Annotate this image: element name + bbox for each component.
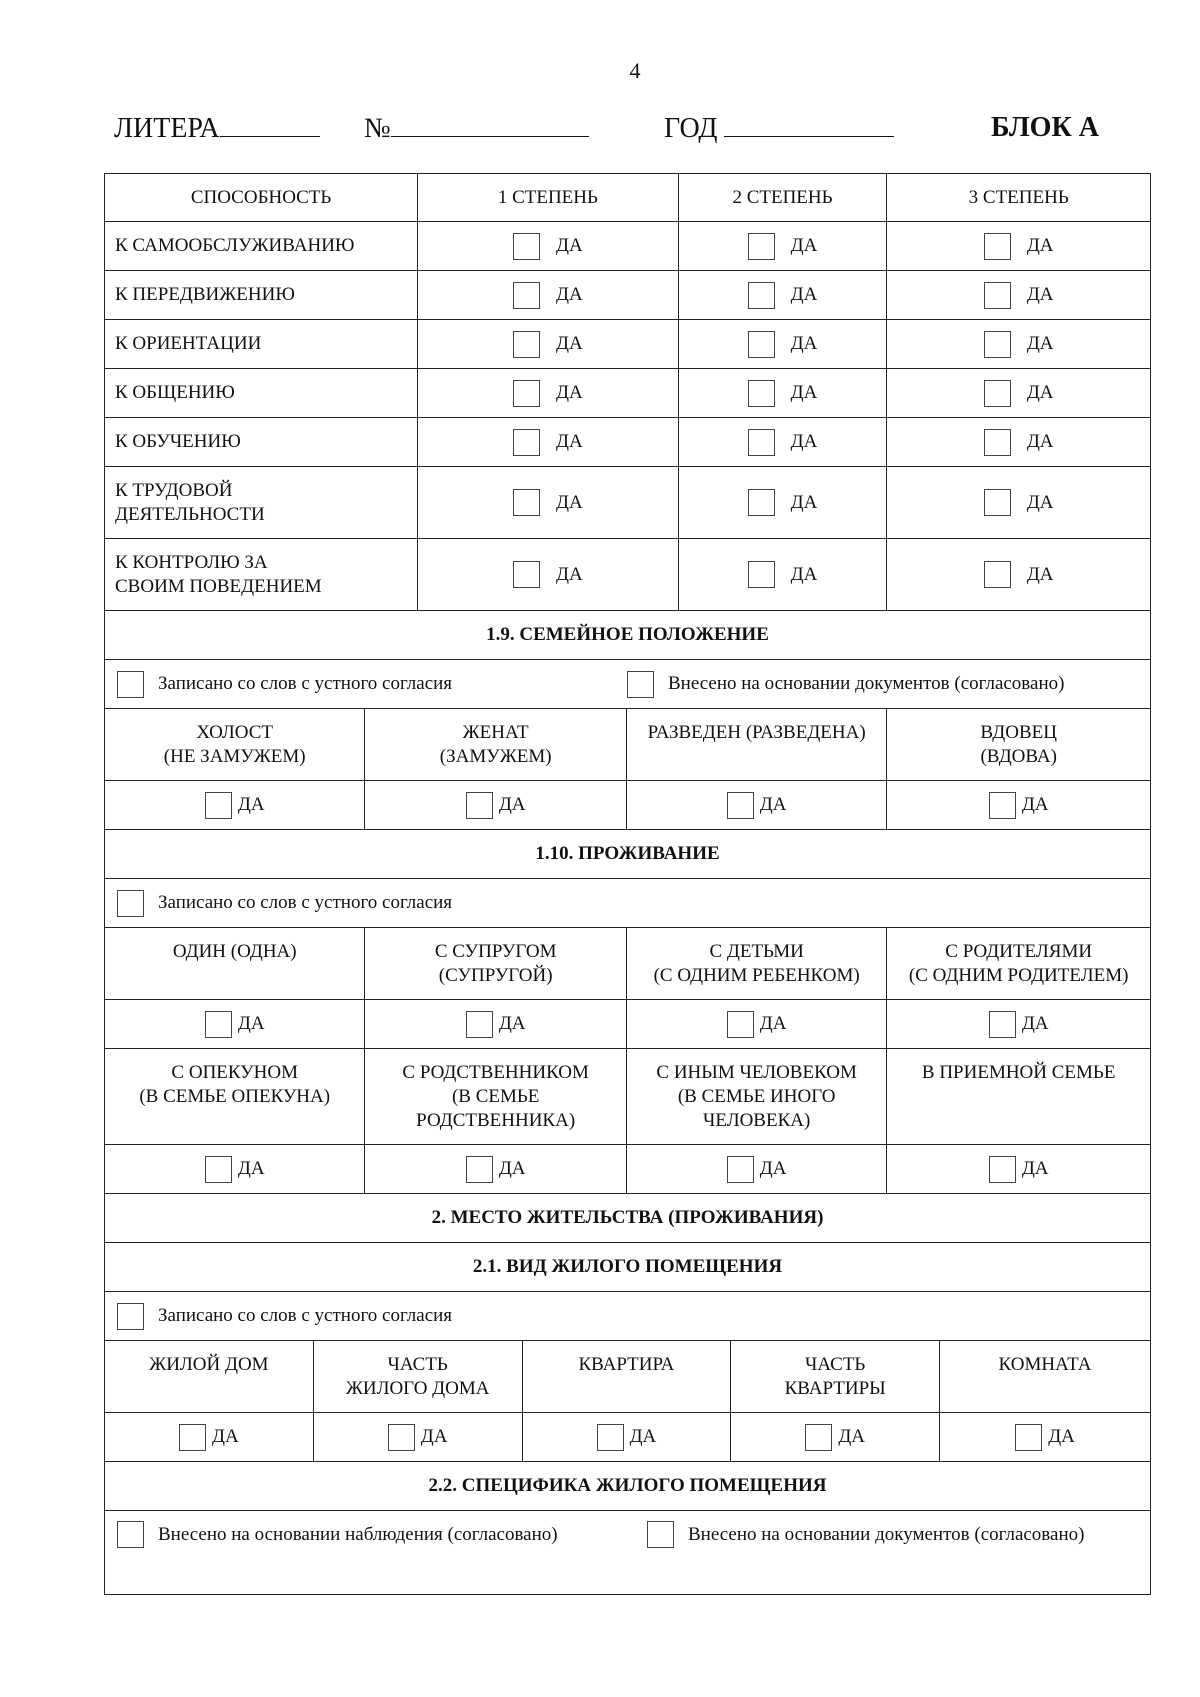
form-row: [105, 928, 1151, 1000]
form-row: [105, 709, 1151, 781]
abilities-form-table: [104, 173, 1151, 1595]
degree-3-cell: [887, 418, 1151, 467]
form-row: [105, 1341, 1151, 1413]
form-row: [105, 611, 1151, 660]
yes-label: ДА: [556, 563, 583, 585]
living-oral-consent-text: Записано со слов с устного согласия: [158, 892, 453, 913]
dwelling-type-section-title: [105, 1243, 1151, 1292]
dwelling-yes-checkbox[interactable]: [805, 1424, 832, 1451]
dwelling-option-5: [940, 1341, 1151, 1413]
form-row: [105, 1243, 1151, 1292]
degree-2-cell: [678, 467, 887, 539]
ability-label-cell: [105, 467, 418, 539]
degree-3-cell: [887, 539, 1151, 611]
dwelling-spec-consent-row: [105, 1511, 1151, 1595]
abilities-col-header: [418, 174, 678, 222]
litera-label: ЛИТЕРА: [114, 113, 220, 144]
column-header-text: 2 СТЕПЕНЬ: [732, 186, 833, 208]
living-row2-option-line: С ОПЕКУНОМ: [171, 1062, 298, 1083]
living-row2-option-line: В ПРИЕМНОЙ СЕМЬЕ: [921, 1062, 1116, 1083]
family-option-line: (ВДОВА): [980, 746, 1057, 767]
degree-1-checkbox[interactable]: [513, 489, 540, 516]
ability-label-cell: [105, 320, 418, 369]
dwelling-docs-consent-text: Внесено на основании документов (согласовано): [688, 1523, 1085, 1545]
dwelling-oral-consent[interactable]: [117, 1303, 1017, 1330]
degree-1-cell: [418, 539, 678, 611]
family-docs-consent[interactable]: [627, 671, 1064, 698]
family-option-line: ХОЛОСТ: [196, 722, 274, 743]
family-option-3: [626, 709, 886, 781]
dwelling-yes-checkbox[interactable]: [388, 1424, 415, 1451]
yes-label: ДА: [556, 284, 583, 305]
living-row1-yes-cell-1: [105, 1000, 365, 1049]
form-row: [105, 222, 1151, 271]
yes-label: ДА: [1021, 1013, 1049, 1034]
column-header-text: СПОСОБНОСТЬ: [190, 186, 332, 208]
family-yes-cell-3: [626, 781, 886, 830]
degree-3-cell: [887, 320, 1151, 369]
year-label: ГОД: [664, 113, 718, 144]
degree-1-checkbox[interactable]: [513, 233, 540, 260]
living-row1-yes-cell-3: [626, 1000, 886, 1049]
degree-2-cell: [678, 222, 887, 271]
living-row1-option-2: [365, 928, 627, 1000]
degree-2-checkbox[interactable]: [748, 282, 775, 309]
living-row2-option-4: [887, 1049, 1151, 1145]
degree-1-checkbox[interactable]: [513, 331, 540, 358]
form-row: [105, 1413, 1151, 1462]
degree-1-cell: [418, 222, 678, 271]
consent-options: [117, 1303, 1150, 1330]
degree-2-checkbox[interactable]: [748, 489, 775, 516]
ability-label: К ОБЩЕНИЮ: [115, 382, 235, 403]
living-row2-option-3: [626, 1049, 886, 1145]
yes-label: ДА: [1026, 284, 1054, 305]
degree-3-cell: [887, 271, 1151, 320]
living-row2-option-line: (В СЕМЬЕ ИНОГО: [677, 1086, 836, 1107]
family-yes-checkbox[interactable]: [989, 792, 1016, 819]
living-row1-option-3: [626, 928, 886, 1000]
ability-label: К ОРИЕНТАЦИИ: [115, 333, 262, 354]
living-row2-yes-cell-4: [887, 1145, 1151, 1194]
dwelling-option-line: ЧАСТЬ: [805, 1354, 866, 1375]
ability-label: К ОБУЧЕНИЮ: [115, 431, 241, 452]
dwelling-option-line: КВАРТИРЫ: [784, 1378, 886, 1399]
number-label: №: [364, 113, 391, 144]
form-row: [105, 539, 1151, 611]
living-row1-option-line: (С ОДНИМ РЕБЕНКОМ): [653, 965, 860, 986]
yes-label: ДА: [237, 794, 265, 815]
living-row2-yes-cell-2: [365, 1145, 627, 1194]
family-option-line: (ЗАМУЖЕМ): [439, 746, 552, 767]
degree-3-checkbox[interactable]: [984, 561, 1011, 588]
ability-label: К КОНТРОЛЮ ЗА СВОИМ ПОВЕДЕНИЕМ: [115, 551, 322, 597]
yes-label: ДА: [556, 333, 583, 354]
yes-label: ДА: [790, 382, 818, 403]
family-yes-checkbox[interactable]: [466, 792, 493, 819]
dwelling-option-line: КВАРТИРА: [578, 1354, 675, 1375]
yes-label: ДА: [790, 235, 818, 256]
yes-label: ДА: [556, 235, 583, 256]
residence-section-title: [105, 1194, 1151, 1243]
dwelling-option-4: [731, 1341, 940, 1413]
family-option-line: ЖЕНАТ: [462, 722, 529, 743]
dwelling-type-section-title-text: 2.1. ВИД ЖИЛОГО ПОМЕЩЕНИЯ: [472, 1256, 783, 1277]
degree-3-checkbox[interactable]: [984, 233, 1011, 260]
ability-label-cell: [105, 369, 418, 418]
yes-label: ДА: [556, 491, 583, 513]
family-option-4: [887, 709, 1151, 781]
living-row1-yes-cell-4: [887, 1000, 1151, 1049]
living-section-title: [105, 830, 1151, 879]
living-row1-option-line: (СУПРУГОЙ): [438, 965, 553, 986]
form-row: [105, 467, 1151, 539]
family-yes-cell-4: [887, 781, 1151, 830]
dwelling-docs-consent-checkbox[interactable]: [647, 1521, 674, 1548]
family-yes-checkbox[interactable]: [205, 792, 232, 819]
degree-3-cell: [887, 369, 1151, 418]
consent-options: [117, 890, 1150, 917]
family-yes-cell-2: [365, 781, 627, 830]
degree-2-checkbox[interactable]: [748, 429, 775, 456]
degree-1-cell: [418, 320, 678, 369]
living-row2-yes-checkbox[interactable]: [466, 1156, 493, 1183]
degree-1-checkbox[interactable]: [513, 380, 540, 407]
form-row: [105, 660, 1151, 709]
yes-label: ДА: [1026, 235, 1054, 256]
living-row2-option-line: С РОДСТВЕННИКОМ: [402, 1062, 589, 1083]
degree-1-checkbox[interactable]: [513, 282, 540, 309]
dwelling-option-line: ЖИЛОГО ДОМА: [345, 1378, 490, 1399]
number-field[interactable]: [364, 112, 589, 145]
form-row: [105, 781, 1151, 830]
degree-1-checkbox[interactable]: [513, 561, 540, 588]
living-row1-option-line: ОДИН (ОДНА): [172, 941, 297, 962]
yes-label: ДА: [790, 491, 818, 513]
form-row: [105, 879, 1151, 928]
degree-3-checkbox[interactable]: [984, 282, 1011, 309]
yes-label: ДА: [1048, 1426, 1075, 1447]
form-row: [105, 271, 1151, 320]
living-row1-yes-checkbox[interactable]: [205, 1011, 232, 1038]
form-header: [114, 112, 1114, 152]
consent-row: [105, 660, 1151, 709]
living-row2-yes-checkbox[interactable]: [727, 1156, 754, 1183]
living-row2-yes-cell-3: [626, 1145, 886, 1194]
residence-section-title-text: 2. МЕСТО ЖИТЕЛЬСТВА (ПРОЖИВАНИЯ): [431, 1207, 824, 1228]
dwelling-yes-cell-1: [105, 1413, 314, 1462]
dwelling-docs-consent[interactable]: [647, 1521, 1084, 1548]
yes-label: ДА: [1021, 1158, 1049, 1179]
degree-2-checkbox[interactable]: [748, 331, 775, 358]
yes-label: ДА: [759, 1158, 787, 1179]
family-oral-consent-text: Записано со слов с устного согласия: [158, 673, 453, 694]
living-oral-consent-checkbox[interactable]: [117, 890, 144, 917]
living-row2-option-1: [105, 1049, 365, 1145]
degree-1-cell: [418, 418, 678, 467]
yes-label: ДА: [838, 1426, 866, 1447]
ability-label-cell: [105, 222, 418, 271]
dwelling-oral-consent-checkbox[interactable]: [117, 1303, 144, 1330]
degree-2-cell: [678, 539, 887, 611]
block-label: БЛОК А: [991, 112, 1099, 143]
dwelling-yes-checkbox[interactable]: [179, 1424, 206, 1451]
yes-label: ДА: [790, 431, 818, 452]
yes-label: ДА: [1026, 333, 1054, 354]
living-row2-option-line: (В СЕМЬЕ ОПЕКУНА): [139, 1086, 331, 1107]
dwelling-yes-cell-2: [313, 1413, 522, 1462]
family-docs-consent-text: Внесено на основании документов (согласовано): [668, 673, 1065, 694]
living-row1-yes-checkbox[interactable]: [466, 1011, 493, 1038]
yes-label: ДА: [790, 284, 818, 305]
degree-3-checkbox[interactable]: [984, 489, 1011, 516]
degree-1-cell: [418, 467, 678, 539]
family-yes-checkbox[interactable]: [727, 792, 754, 819]
litera-field[interactable]: [114, 112, 320, 145]
living-row1-yes-checkbox[interactable]: [727, 1011, 754, 1038]
form-row: [105, 1194, 1151, 1243]
yes-label: ДА: [420, 1426, 448, 1447]
dwelling-oral-consent-text: Записано со слов с устного согласия: [158, 1305, 453, 1326]
form-row: [105, 1462, 1151, 1511]
living-row1-option-1: [105, 928, 365, 1000]
yes-label: ДА: [759, 1013, 787, 1034]
family-option-1: [105, 709, 365, 781]
family-option-line: ВДОВЕЦ: [980, 722, 1057, 743]
dwelling-option-line: ЧАСТЬ: [387, 1354, 448, 1375]
yes-label: ДА: [759, 794, 787, 815]
degree-2-cell: [678, 271, 887, 320]
form-row: [105, 174, 1151, 222]
degree-1-cell: [418, 369, 678, 418]
consent-row: [105, 1292, 1151, 1341]
family-oral-consent-checkbox[interactable]: [117, 671, 144, 698]
family-option-line: РАЗВЕДЕН (РАЗВЕДЕНА): [647, 722, 866, 743]
ability-label-cell: [105, 271, 418, 320]
abilities-col-header: [105, 174, 418, 222]
dwelling-yes-checkbox[interactable]: [597, 1424, 624, 1451]
dwelling-option-line: КОМНАТА: [998, 1354, 1092, 1375]
dwelling-observation-consent[interactable]: [117, 1521, 647, 1548]
family-docs-consent-checkbox[interactable]: [627, 671, 654, 698]
living-row2-option-line: РОДСТВЕННИКА): [416, 1110, 576, 1131]
family-oral-consent[interactable]: [117, 671, 627, 698]
degree-3-checkbox[interactable]: [984, 380, 1011, 407]
dwelling-spec-section-title: [105, 1462, 1151, 1511]
yes-label: ДА: [498, 794, 526, 815]
yes-label: ДА: [1026, 382, 1054, 403]
yes-label: ДА: [1026, 431, 1054, 452]
ability-label: К САМООБСЛУЖИВАНИЮ: [115, 235, 355, 256]
living-row2-option-line: С ИНЫМ ЧЕЛОВЕКОМ: [656, 1062, 857, 1083]
dwelling-option-1: [105, 1341, 314, 1413]
yes-label: ДА: [556, 431, 583, 452]
degree-3-cell: [887, 222, 1151, 271]
yes-label: ДА: [212, 1426, 239, 1447]
ability-label-cell: [105, 539, 418, 611]
degree-2-checkbox[interactable]: [748, 561, 775, 588]
litera-line: [220, 112, 320, 137]
yes-label: ДА: [556, 382, 583, 403]
year-field[interactable]: [664, 112, 894, 145]
degree-1-checkbox[interactable]: [513, 429, 540, 456]
dwelling-yes-checkbox[interactable]: [1015, 1424, 1042, 1451]
living-row1-yes-cell-2: [365, 1000, 627, 1049]
family-option-2: [365, 709, 627, 781]
yes-label: ДА: [790, 333, 818, 354]
page-number: 4: [629, 58, 641, 83]
form-row: [105, 1292, 1151, 1341]
form-row: [105, 418, 1151, 467]
degree-2-cell: [678, 320, 887, 369]
degree-3-cell: [887, 467, 1151, 539]
family-section-title-text: 1.9. СЕМЕЙНОЕ ПОЛОЖЕНИЕ: [486, 624, 769, 645]
form-row: [105, 320, 1151, 369]
family-option-line: (НЕ ЗАМУЖЕМ): [163, 746, 306, 767]
degree-2-checkbox[interactable]: [748, 233, 775, 260]
form-row: [105, 830, 1151, 879]
ability-label: К ПЕРЕДВИЖЕНИЮ: [115, 284, 295, 305]
family-yes-cell-1: [105, 781, 365, 830]
abilities-col-header: [887, 174, 1151, 222]
living-row2-option-2: [365, 1049, 627, 1145]
dwelling-spec-consent-options: [117, 1521, 1150, 1548]
yes-label: ДА: [1026, 491, 1054, 513]
column-header-text: 3 СТЕПЕНЬ: [968, 186, 1069, 208]
living-row2-option-line: (В СЕМЬЕ: [451, 1086, 540, 1107]
column-header-text: 1 СТЕПЕНЬ: [497, 186, 598, 208]
dwelling-observation-consent-checkbox[interactable]: [117, 1521, 144, 1548]
number-line: [391, 112, 589, 137]
degree-3-checkbox[interactable]: [984, 429, 1011, 456]
degree-3-checkbox[interactable]: [984, 331, 1011, 358]
ability-label-cell: [105, 418, 418, 467]
living-row2-yes-checkbox[interactable]: [205, 1156, 232, 1183]
living-row1-option-line: С СУПРУГОМ: [434, 941, 557, 962]
dwelling-yes-cell-4: [731, 1413, 940, 1462]
living-row1-option-4: [887, 928, 1151, 1000]
degree-1-cell: [418, 271, 678, 320]
degree-2-checkbox[interactable]: [748, 380, 775, 407]
dwelling-spec-section-title-text: 2.2. СПЕЦИФИКА ЖИЛОГО ПОМЕЩЕНИЯ: [428, 1475, 827, 1496]
family-section-title: [105, 611, 1151, 660]
form-row: [105, 369, 1151, 418]
form-row: [105, 1049, 1151, 1145]
degree-2-cell: [678, 418, 887, 467]
dwelling-observation-consent-text: Внесено на основании наблюдения (согласовано): [158, 1523, 558, 1545]
form-row: [105, 1145, 1151, 1194]
degree-2-cell: [678, 369, 887, 418]
living-row1-option-line: С РОДИТЕЛЯМИ: [945, 941, 1093, 962]
yes-label: ДА: [790, 563, 818, 585]
yes-label: ДА: [237, 1158, 265, 1179]
yes-label: ДА: [1026, 563, 1054, 585]
year-line: [724, 112, 894, 137]
yes-label: ДА: [498, 1158, 526, 1179]
living-row1-yes-checkbox[interactable]: [989, 1011, 1016, 1038]
dwelling-option-line: ЖИЛОЙ ДОМ: [149, 1354, 269, 1375]
form-row: [105, 1000, 1151, 1049]
form-row: [105, 1511, 1151, 1595]
living-section-title-text: 1.10. ПРОЖИВАНИЕ: [535, 843, 720, 864]
consent-row: [105, 879, 1151, 928]
yes-label: ДА: [629, 1426, 657, 1447]
dwelling-yes-cell-5: [940, 1413, 1151, 1462]
ability-label: К ТРУДОВОЙ ДЕЯТЕЛЬНОСТИ: [115, 479, 265, 525]
abilities-col-header: [678, 174, 887, 222]
consent-options: [117, 671, 1150, 698]
yes-label: ДА: [498, 1013, 526, 1034]
yes-label: ДА: [237, 1013, 265, 1034]
living-row2-option-line: ЧЕЛОВЕКА): [702, 1110, 811, 1131]
yes-label: ДА: [1021, 794, 1049, 815]
dwelling-option-2: [313, 1341, 522, 1413]
dwelling-yes-cell-3: [522, 1413, 731, 1462]
living-oral-consent[interactable]: [117, 890, 1017, 917]
living-row1-option-line: (С ОДНИМ РОДИТЕЛЕМ): [908, 965, 1129, 986]
living-row2-yes-cell-1: [105, 1145, 365, 1194]
dwelling-option-3: [522, 1341, 731, 1413]
living-row2-yes-checkbox[interactable]: [989, 1156, 1016, 1183]
living-row1-option-line: С ДЕТЬМИ: [709, 941, 804, 962]
